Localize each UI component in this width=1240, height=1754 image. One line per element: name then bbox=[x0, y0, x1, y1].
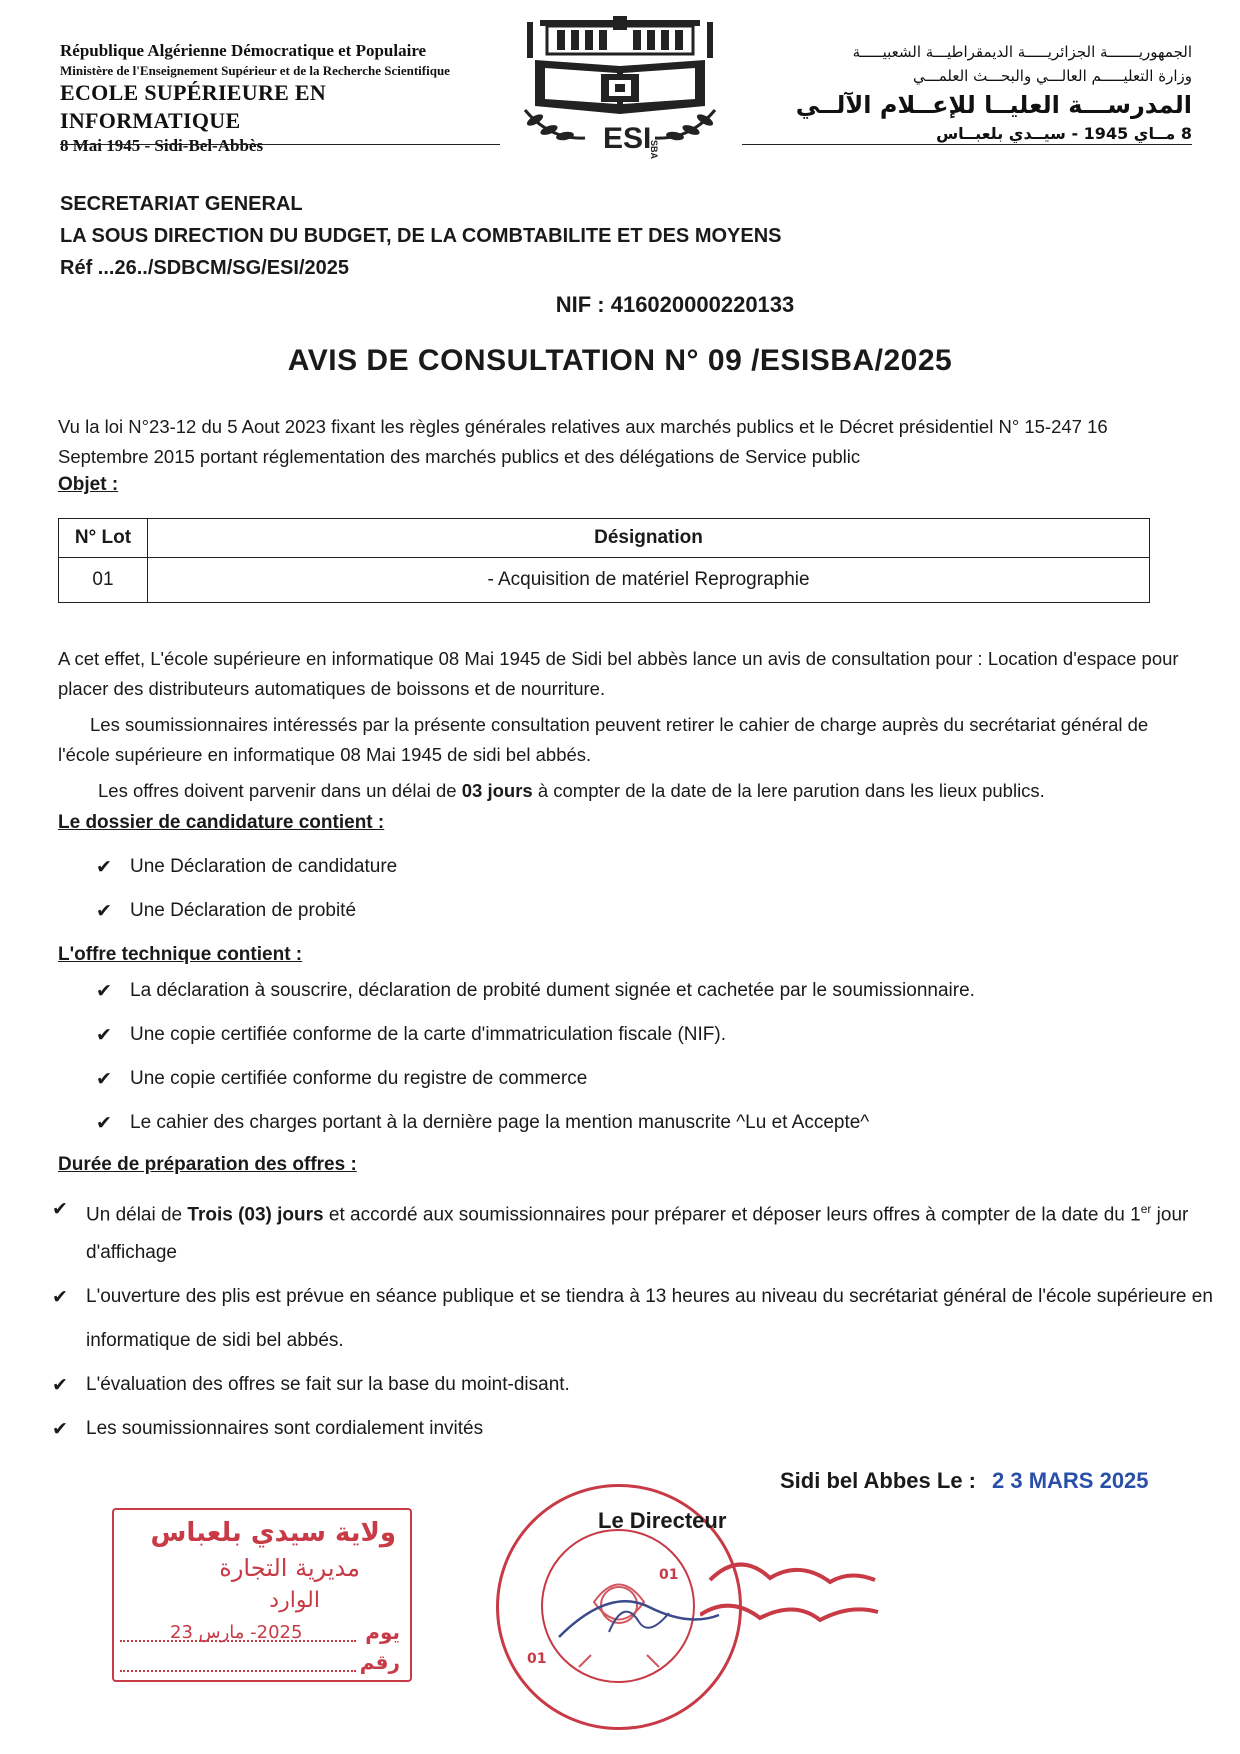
ministry-name: Ministère de l'Enseignement Supérieur et de la Recherche Scientifique bbox=[60, 63, 450, 78]
checkmark-icon: ✔ bbox=[96, 1024, 112, 1046]
duree-heading: Durée de préparation des offres : bbox=[58, 1154, 357, 1175]
signature-place: Sidi bel Abbes Le : bbox=[780, 1468, 976, 1493]
lots-table-wrapper bbox=[58, 518, 1150, 603]
ministry-name-ar: وزارة التعليـــــم العالـــي والبحـــث العلمـــي bbox=[913, 67, 1192, 85]
republic-name: République Algérienne Démocratique et Populaire bbox=[60, 41, 427, 60]
header-french bbox=[60, 40, 480, 157]
secretariat-line1: SECRETARIAT GENERAL bbox=[60, 193, 303, 215]
reception-stamp bbox=[112, 1508, 412, 1682]
secretariat-block bbox=[60, 188, 782, 284]
col-header-designation: Désignation bbox=[148, 519, 1150, 558]
nif-number: NIF : 416020000220133 bbox=[555, 292, 795, 317]
checkmark-icon: ✔ bbox=[52, 1374, 68, 1396]
reference-number: Réf ...26../SDBCM/SG/ESI/2025 bbox=[60, 257, 349, 279]
republic-name-ar: الجمهوريـــــــة الجزائريـــــة الديمقراطيـــة الشعبيـــــة bbox=[852, 43, 1192, 61]
duree-item1-line2: d'affichage bbox=[86, 1242, 177, 1263]
stamp-number-label: رقم bbox=[359, 1650, 400, 1674]
delai-text-post: à compter de la date de la lere parution dans les lieux publics. bbox=[532, 780, 1045, 801]
stamp-day-label: يوم bbox=[365, 1620, 400, 1644]
checkmark-icon: ✔ bbox=[52, 1418, 68, 1440]
school-name-ar: المدرســـة العليــا للإعــلام الآلــي bbox=[795, 91, 1192, 119]
esi-logo bbox=[505, 10, 735, 160]
school-address-ar: 8 مــاي 1945 - سيــدي بلعبــاس bbox=[936, 124, 1192, 143]
cell-designation: - Acquisition de matériel Reprographie bbox=[148, 558, 1150, 603]
table-row bbox=[59, 558, 1150, 603]
checkmark-icon: ✔ bbox=[96, 1112, 112, 1134]
stamp-date: 2025- مارس 23 bbox=[170, 1622, 303, 1643]
header-arabic bbox=[762, 40, 1192, 146]
checkmark-icon: ✔ bbox=[96, 856, 112, 878]
paragraph-effect: A cet effet, L'école supérieure en informatique 08 Mai 1945 de Sidi bel abbès lance un avis de consultation pour : Location d'espace pour placer des distributeurs automatiques de boissons et de nourriture. bbox=[58, 648, 1179, 699]
paragraph-delai bbox=[58, 776, 1188, 806]
secretariat-line2: LA SOUS DIRECTION DU BUDGET, DE LA COMBTABILITE ET DES MOYENS bbox=[60, 225, 782, 247]
delai-bold: 03 jours bbox=[461, 780, 533, 801]
svg-text:01: 01 bbox=[659, 1567, 679, 1583]
dossier-heading: Le dossier de candidature contient : bbox=[58, 812, 385, 833]
stamp-direction: مديرية التجارة bbox=[219, 1554, 360, 1582]
col-header-lot: N° Lot bbox=[59, 519, 148, 558]
lots-table bbox=[58, 518, 1150, 603]
signature-date: 2 3 MARS 2025 bbox=[992, 1468, 1149, 1493]
checkmark-icon: ✔ bbox=[52, 1286, 68, 1308]
stamp-wilaya: ولاية سيدي بلعباس bbox=[150, 1518, 396, 1548]
checkmark-icon: ✔ bbox=[96, 980, 112, 1002]
delai-text-pre: Les offres doivent parvenir dans un délai de bbox=[98, 780, 462, 801]
school-address: 8 Mai 1945 - Sidi-Bel-Abbès bbox=[60, 136, 264, 155]
logo-text: ESI bbox=[603, 122, 652, 155]
director-name-stamp bbox=[700, 1540, 880, 1640]
stamp-arrivals: الوارد bbox=[269, 1588, 320, 1613]
duree-item2-line2: informatique de sidi bel abbés. bbox=[86, 1330, 344, 1351]
offre-heading: L'offre technique contient : bbox=[58, 944, 303, 965]
objet-heading: Objet : bbox=[58, 474, 119, 495]
svg-text:01: 01 bbox=[527, 1651, 547, 1667]
header-rule-left bbox=[60, 144, 500, 145]
checkmark-icon: ✔ bbox=[52, 1198, 68, 1220]
document-title: AVIS DE CONSULTATION N° 09 /ESISBA/2025 bbox=[287, 344, 953, 377]
school-name: ECOLE SUPÉRIEURE EN INFORMATIQUE bbox=[60, 80, 327, 133]
cell-lot: 01 bbox=[59, 558, 148, 603]
checkmark-icon: ✔ bbox=[96, 1068, 112, 1090]
table-header-row bbox=[59, 519, 1150, 558]
checkmark-icon: ✔ bbox=[96, 900, 112, 922]
logo-subtext: SBA bbox=[649, 140, 659, 160]
signature-date-line bbox=[780, 1468, 1149, 1494]
paragraph-soumissionnaires: Les soumissionnaires intéressés par la présente consultation peuvent retirer le cahier de charge auprès du secrétariat général de l'école supérieure en informatique 08 Mai 1945 de sidi bel abbés. bbox=[58, 714, 1149, 765]
intro-paragraph: Vu la loi N°23-12 du 5 Aout 2023 fixant les règles générales relatives aux marchés publics et le Décret présidentiel N° 15-247 16 Septembre 2015 portant réglementation des marchés publics et des délégations de Service public bbox=[58, 416, 1108, 467]
signature-scribble bbox=[559, 1601, 719, 1637]
director-title: Le Directeur bbox=[598, 1508, 727, 1533]
